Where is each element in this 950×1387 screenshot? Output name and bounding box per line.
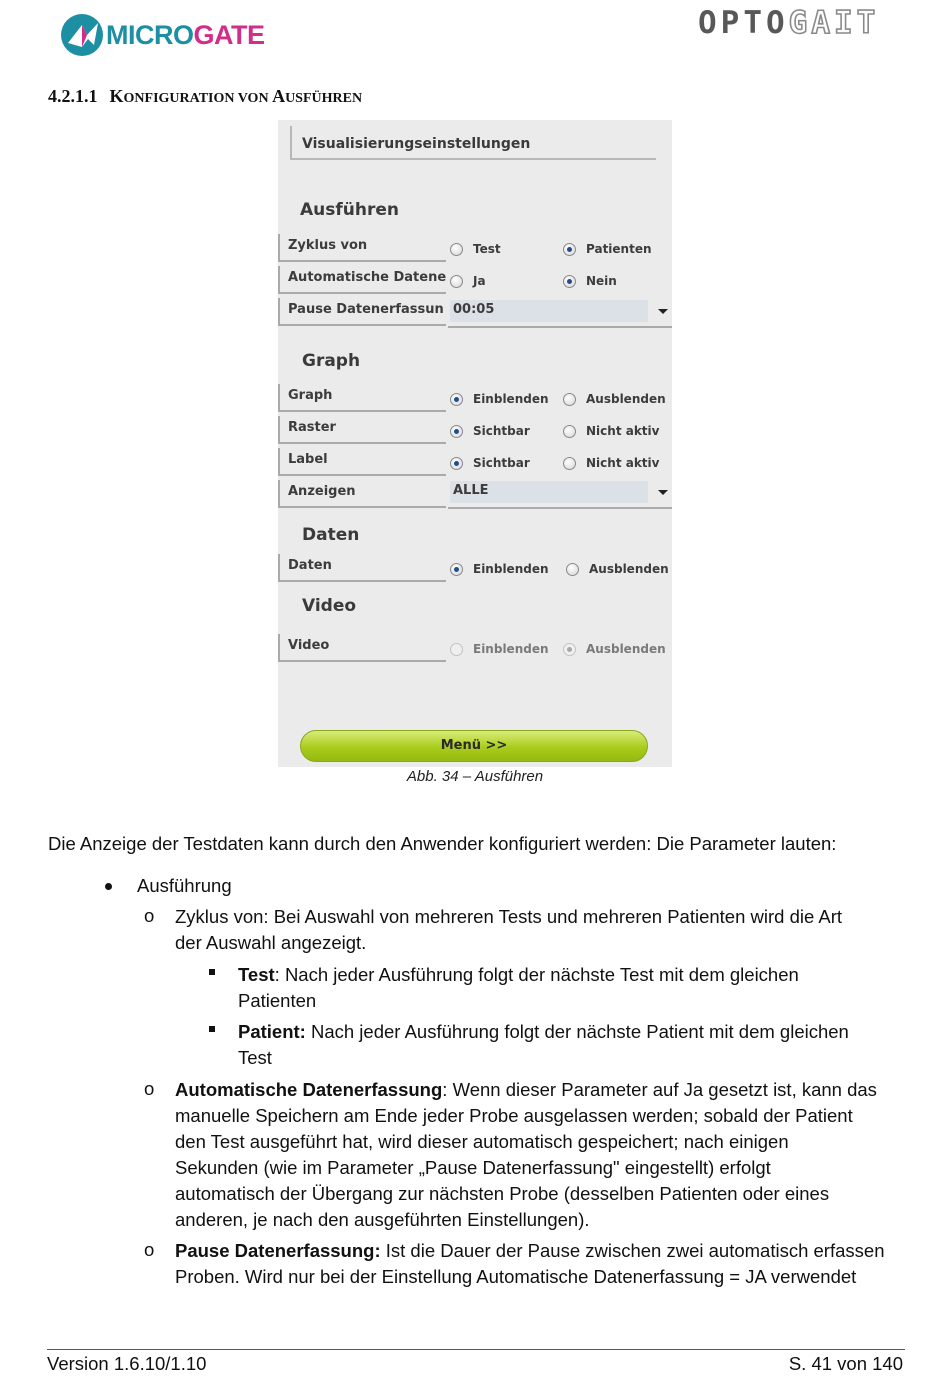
radio-raster-nicht-aktiv[interactable]: Nicht aktiv [563, 424, 659, 438]
group-title-video: Video [302, 596, 357, 616]
menu-button[interactable]: Menü >> [300, 730, 648, 762]
row-label-label: Label [278, 448, 446, 476]
group-title-graph: Graph [302, 351, 361, 371]
patient-line-2: Test [238, 1047, 272, 1068]
bullet-circle: o [144, 1239, 155, 1260]
pause-line-1: Pause Datenerfassung: Ist die Dauer der Pause zwischen zwei automatisch erfassen [175, 1240, 885, 1261]
chevron-down-icon[interactable] [658, 490, 668, 495]
test-line-1: Test: Nach jeder Ausführung folgt der nächste Test mit dem gleichen [238, 964, 799, 985]
auto-line-1: Automatische Datenerfassung: Wenn dieser Parameter auf Ja gesetzt ist, kann das [175, 1079, 877, 1100]
section-number: 4.2.1.1 [48, 86, 98, 106]
optogait-logo: OPTO GAIT [698, 5, 880, 41]
radio-zyklus-test[interactable]: Test [450, 242, 501, 256]
auto-line-6: anderen, je nach den ausgeführten Einstellungen). [175, 1209, 590, 1230]
footer-divider [47, 1349, 905, 1350]
patient-line-1: Patient: Nach jeder Ausführung folgt der nächste Patient mit dem gleichen [238, 1021, 849, 1042]
radio-label-nicht-aktiv[interactable]: Nicht aktiv [563, 456, 659, 470]
radio-auto-nein[interactable]: Nein [563, 274, 617, 288]
radio-video-einblenden[interactable]: Einblenden [450, 642, 549, 656]
row-label-daten: Daten [278, 554, 446, 582]
radio-video-ausblenden[interactable]: Ausblenden [563, 642, 666, 656]
radio-raster-sichtbar[interactable]: Sichtbar [450, 424, 530, 438]
list-item-ausfuehrung: Ausführung [137, 875, 232, 896]
auto-line-4: Sekunden (wie im Parameter „Pause Datenerfassung" eingestellt) erfolgt [175, 1157, 771, 1178]
figure-caption: Abb. 34 – Ausführen [406, 768, 544, 785]
row-label-raster: Raster [278, 416, 446, 444]
tab-visualisierungseinstellungen[interactable] [290, 126, 656, 160]
bullet-square [209, 1026, 215, 1032]
zyklus-line-1: Zyklus von: Bei Auswahl von mehreren Tests und mehreren Patienten wird die Art [175, 906, 843, 927]
row-label-zyklus: Zyklus von [278, 234, 446, 262]
anzeigen-select[interactable]: ALLE [448, 479, 672, 509]
test-line-2: Patienten [238, 990, 317, 1011]
section-heading: 4.2.1.1 KONFIGURATION VON AUSFÜHREN [48, 86, 363, 106]
pause-line-2: Proben. Wird nur bei der Einstellung Automatische Datenerfassung = JA verwendet [175, 1266, 857, 1287]
bullet-square [209, 969, 215, 975]
intro-paragraph: Die Anzeige der Testdaten kann durch den Anwender konfiguriert werden: Die Parameter lauten: [48, 833, 837, 854]
row-label-automatische-datenerfassung: Automatische Datene [278, 266, 446, 294]
auto-line-3: den Test ausgeführt hat, wird dieser automatisch gespeichert; nach einigen [175, 1131, 789, 1152]
bullet-disc [105, 883, 112, 890]
footer-page-number: S. 41 von 140 [788, 1353, 903, 1374]
row-label-anzeigen: Anzeigen [278, 480, 446, 508]
bullet-circle: o [144, 1078, 155, 1099]
radio-zyklus-patienten[interactable]: Patienten [563, 242, 652, 256]
auto-line-5: automatisch der Übergang zur nächsten Probe (desselben Patienten oder eines [175, 1183, 830, 1204]
radio-graph-einblenden[interactable]: Einblenden [450, 392, 549, 406]
row-label-pause-datenerfassung: Pause Datenerfassun [278, 298, 446, 326]
row-label-video: Video [278, 634, 446, 662]
auto-line-2: manuelle Speichern am Ende jeder Probe ausgelassen werden; sobald der Patient [175, 1105, 853, 1126]
radio-daten-einblenden[interactable]: Einblenden [450, 562, 549, 576]
microgate-wordmark: MICROGATE [106, 19, 265, 50]
group-title-ausfuehren: Ausführen [300, 200, 399, 220]
footer-version: Version 1.6.10/1.10 [47, 1353, 207, 1374]
microgate-logo [60, 12, 265, 58]
radio-label-sichtbar[interactable]: Sichtbar [450, 456, 530, 470]
radio-graph-ausblenden[interactable]: Ausblenden [563, 392, 666, 406]
group-title-daten: Daten [302, 525, 360, 545]
settings-screenshot [278, 120, 672, 767]
bullet-circle: o [144, 905, 155, 926]
pause-datenerfassung-select[interactable]: 00:05 [448, 298, 672, 328]
radio-daten-ausblenden[interactable]: Ausblenden [566, 562, 669, 576]
row-label-graph: Graph [278, 384, 446, 412]
microgate-mark-icon [60, 13, 104, 57]
radio-auto-ja[interactable]: Ja [450, 274, 486, 288]
tab-label: Visualisierungseinstellungen [302, 136, 531, 152]
chevron-down-icon[interactable] [658, 309, 668, 314]
zyklus-line-2: der Auswahl angezeigt. [175, 932, 367, 953]
